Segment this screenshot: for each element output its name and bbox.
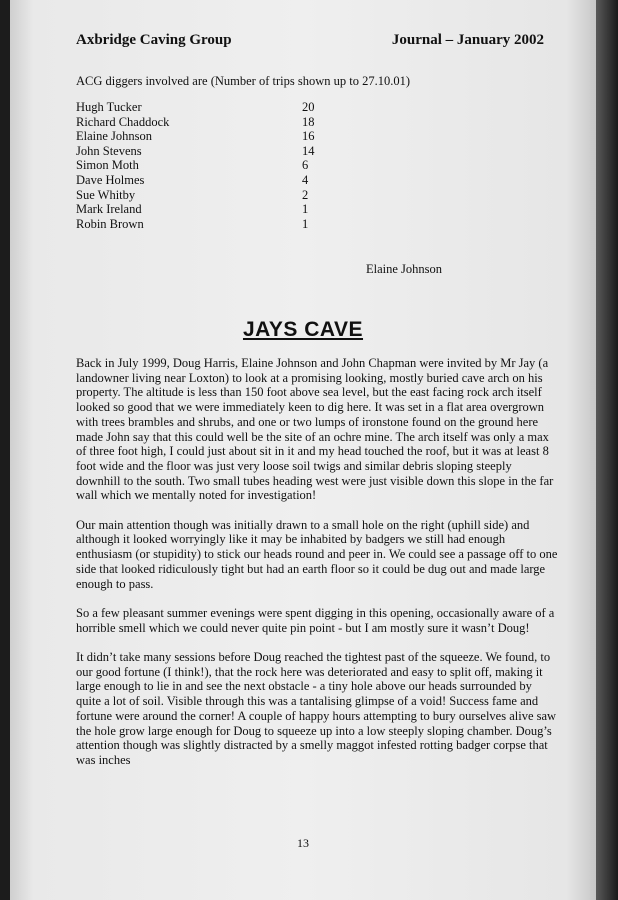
digger-row	[76, 144, 336, 159]
digger-name: Elaine Johnson	[76, 129, 153, 144]
digger-name: Hugh Tucker	[76, 100, 142, 114]
digger-trips: 2	[302, 187, 309, 202]
diggers-intro: ACG diggers involved are (Number of trips shown up to 27.10.01)	[76, 74, 410, 88]
digger-row	[76, 158, 336, 173]
author-signature: Elaine Johnson	[366, 262, 443, 276]
page-header	[76, 32, 544, 52]
digger-row	[76, 217, 336, 232]
digger-trips: 16	[302, 129, 315, 144]
digger-name: Dave Holmes	[76, 172, 145, 187]
digger-trips: 1	[302, 216, 309, 231]
paragraph: Our main attention though was initially drawn to a small hole on the right (uphill side) and although it looked worryingly like it may be inhabited by badgers we still had enough enthusiasm (or stupidity) to stick our heads round and peer in. We could see a passage off to one side that looked ridiculously tight but had an earth floor so it could be dug out and made large enough to pass.	[76, 517, 558, 591]
digger-name: Sue Whitby	[76, 187, 136, 202]
binding-shadow	[596, 0, 618, 900]
digger-row	[76, 115, 336, 130]
digger-name: Richard Chaddock	[76, 114, 170, 129]
digger-row	[76, 173, 336, 188]
digger-trips: 4	[302, 172, 309, 187]
journal-page	[10, 0, 596, 900]
digger-row	[76, 129, 336, 144]
journal-issue: Journal – January 2002	[391, 32, 544, 48]
diggers-list	[76, 100, 336, 231]
digger-trips: 14	[302, 143, 315, 158]
digger-trips: 1	[302, 202, 309, 217]
group-name: Axbridge Caving Group	[76, 32, 232, 48]
paragraph: It didn’t take many sessions before Doug reached the tightest past of the squeeze. We found, to our good fortune (I think!), that the rock here was deteriorated and easy to split off, making it large enough to lie in and see the next obstacle - a tiny hole above our heads surrounded by quite a lot of soil. Visible through this was a tantalising glimpse of a void! Success fame and fortune were around the corner! A couple of happy hours attempting to bury ourselves alive saw the hole grow large enough for Doug to squeeze up into a low steeply sloping chamber. Doug’s attention though was slightly distracted by a smelly maggot infested rotting badger corpse that was inches	[76, 650, 557, 767]
article-title: JAYS CAVE	[242, 318, 364, 341]
digger-name: Mark Ireland	[76, 202, 142, 217]
page-number: 13	[297, 836, 309, 850]
digger-row	[76, 202, 336, 217]
digger-row	[76, 188, 336, 203]
digger-trips: 18	[302, 114, 315, 129]
digger-trips: 20	[302, 100, 315, 114]
digger-name: Simon Moth	[76, 158, 139, 173]
digger-name: John Stevens	[76, 143, 142, 158]
paragraph: Back in July 1999, Doug Harris, Elaine Johnson and John Chapman were invited by Mr Jay (a landowner living near Loxton) to look at a promising looking, mostly buried cave arch on his property. The altitude is less than 150 foot above sea level, but the east facing rock arch itself looked so good that we were immediately keen to dig here. It was set in a flat area overgrown with trees brambles and shrubs, and one or two lumps of ironstone found on the ground here made John say that this could well be the site of an ochre mine. The arch itself was only a max of three foot high, I could just about sit in it and my head touched the roof, but it was at least 8 foot wide and the floor was just very loose soil twigs and similar debris sloping steeply downhill to the south. Two small tubes heading west were just visible down this slope in the far wall which we mentally noted for investigation!	[76, 356, 554, 503]
digger-row	[76, 100, 336, 115]
digger-name: Robin Brown	[76, 216, 144, 231]
article-body	[76, 356, 558, 782]
digger-trips: 6	[302, 158, 309, 173]
paragraph: So a few pleasant summer evenings were spent digging in this opening, occasionally aware of a horrible smell which we could never quite pin point - but I am mostly sure it wasn’t Doug!	[76, 605, 555, 635]
